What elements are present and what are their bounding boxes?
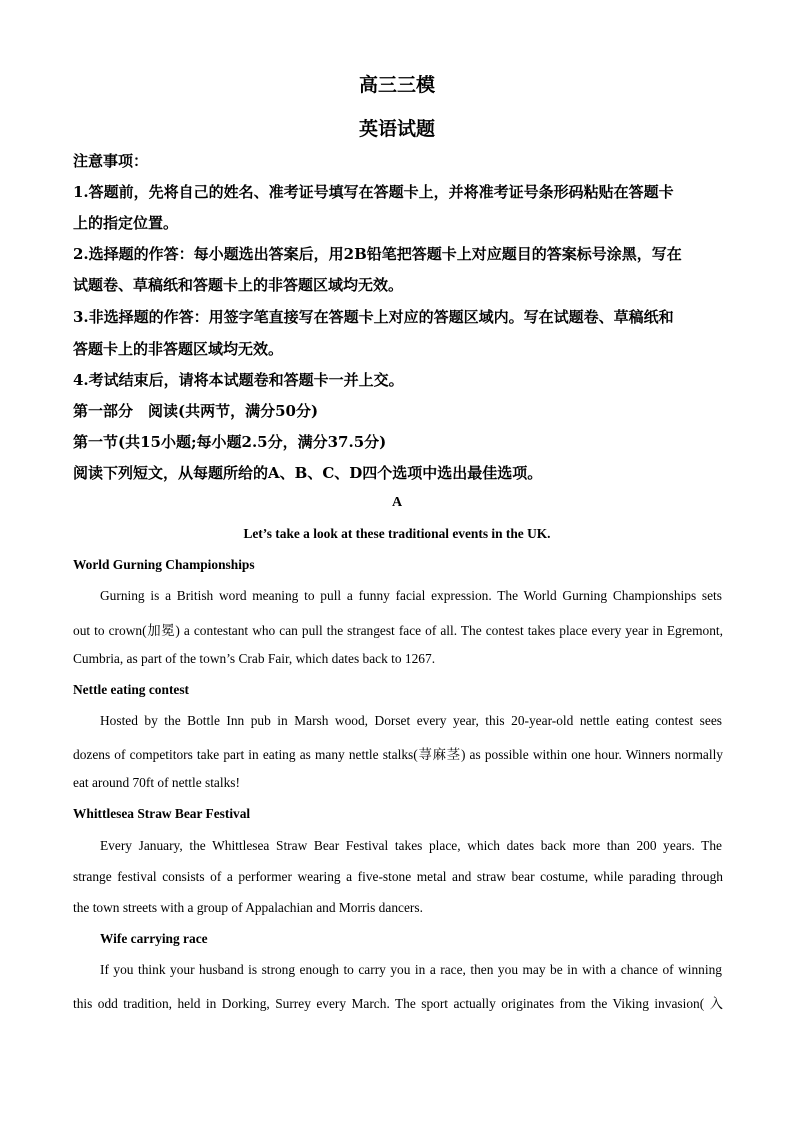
paragraph-line: Cumbria, as part of the town’s Crab Fair, which dates back to 1267. [73, 651, 436, 666]
notice-3-line-2: 答题卡上的非答题区域均无效。 [73, 340, 284, 358]
notice-1-line-2: 上的指定位置。 [73, 214, 179, 232]
page-subtitle: 英语试题 [358, 118, 435, 140]
section-heading-wife-carrying: Wife carrying race [100, 931, 208, 946]
section-heading-straw-bear: Whittlesea Straw Bear Festival [73, 806, 251, 821]
paragraph-line: dozens of competitors take part in eating as many nettle stalks(荨麻茎) as possible within one hour. Winners normally [73, 747, 723, 762]
paragraph-line: Hosted by the Bottle Inn pub in Marsh wood, Dorset every year, this 20-year-old nettle eating contest sees [100, 713, 722, 728]
notice-4-line-1: 4.考试结束后，请将本试题卷和答题卡一并上交。 [73, 371, 404, 389]
notice-2-line-1: 2.选择题的作答：每小题选出答案后，用2B铅笔把答题卡上对应题目的答案标号涂黑，写在 [73, 245, 682, 263]
notice-3-line-1: 3.非选择题的作答：用签字笔直接写在答题卡上对应的答题区域内。写在试题卷、草稿纸和 [73, 308, 674, 326]
passage-letter: A [391, 495, 403, 510]
paragraph-line: this odd tradition, held in Dorking, Surrey every March. The sport actually originates from the Viking invasion( 入 [73, 996, 723, 1011]
paragraph-line: out to crown(加冕) a contestant who can pull the strangest face of all. The contest takes place every year in Egremont, [73, 623, 723, 638]
paragraph-line: the town streets with a group of Appalachian and Morris dancers. [73, 900, 423, 915]
paragraph-line: strange festival consists of a performer wearing a five-stone metal and straw bear costume, while parading through [73, 869, 723, 884]
notice-1-line-1: 1.答题前，先将自己的姓名、准考证号填写在答题卡上，并将准考证号条形码粘贴在答题卡 [73, 183, 674, 201]
part-one-heading: 第一部分 阅读(共两节，满分50分) [73, 402, 319, 420]
paragraph-line: Gurning is a British word meaning to pull a funny facial expression. The World Gurning Championships sets [100, 588, 722, 603]
passage-title: Let’s take a look at these traditional events in the UK. [243, 526, 551, 541]
section-heading-nettle: Nettle eating contest [73, 682, 190, 697]
section-heading-gurning: World Gurning Championships [73, 557, 255, 572]
paragraph-line: eat around 70ft of nettle stalks! [73, 775, 240, 790]
notice-2-line-2: 试题卷、草稿纸和答题卡上的非答题区域均无效。 [73, 276, 404, 294]
notice-heading: 注意事项： [73, 152, 149, 170]
paragraph-line: Every January, the Whittlesea Straw Bear Festival takes place, which dates back more than 200 years. The [100, 838, 722, 853]
page-title: 高三三模 [358, 74, 435, 96]
section-one-heading: 第一节(共15小题;每小题2.5分，满分37.5分) [73, 433, 387, 451]
paragraph-line: If you think your husband is strong enough to carry you in a race, then you may be in with a chance of winning [100, 962, 722, 977]
reading-instruction: 阅读下列短文，从每题所给的A、B、C、D四个选项中选出最佳选项。 [73, 464, 543, 482]
